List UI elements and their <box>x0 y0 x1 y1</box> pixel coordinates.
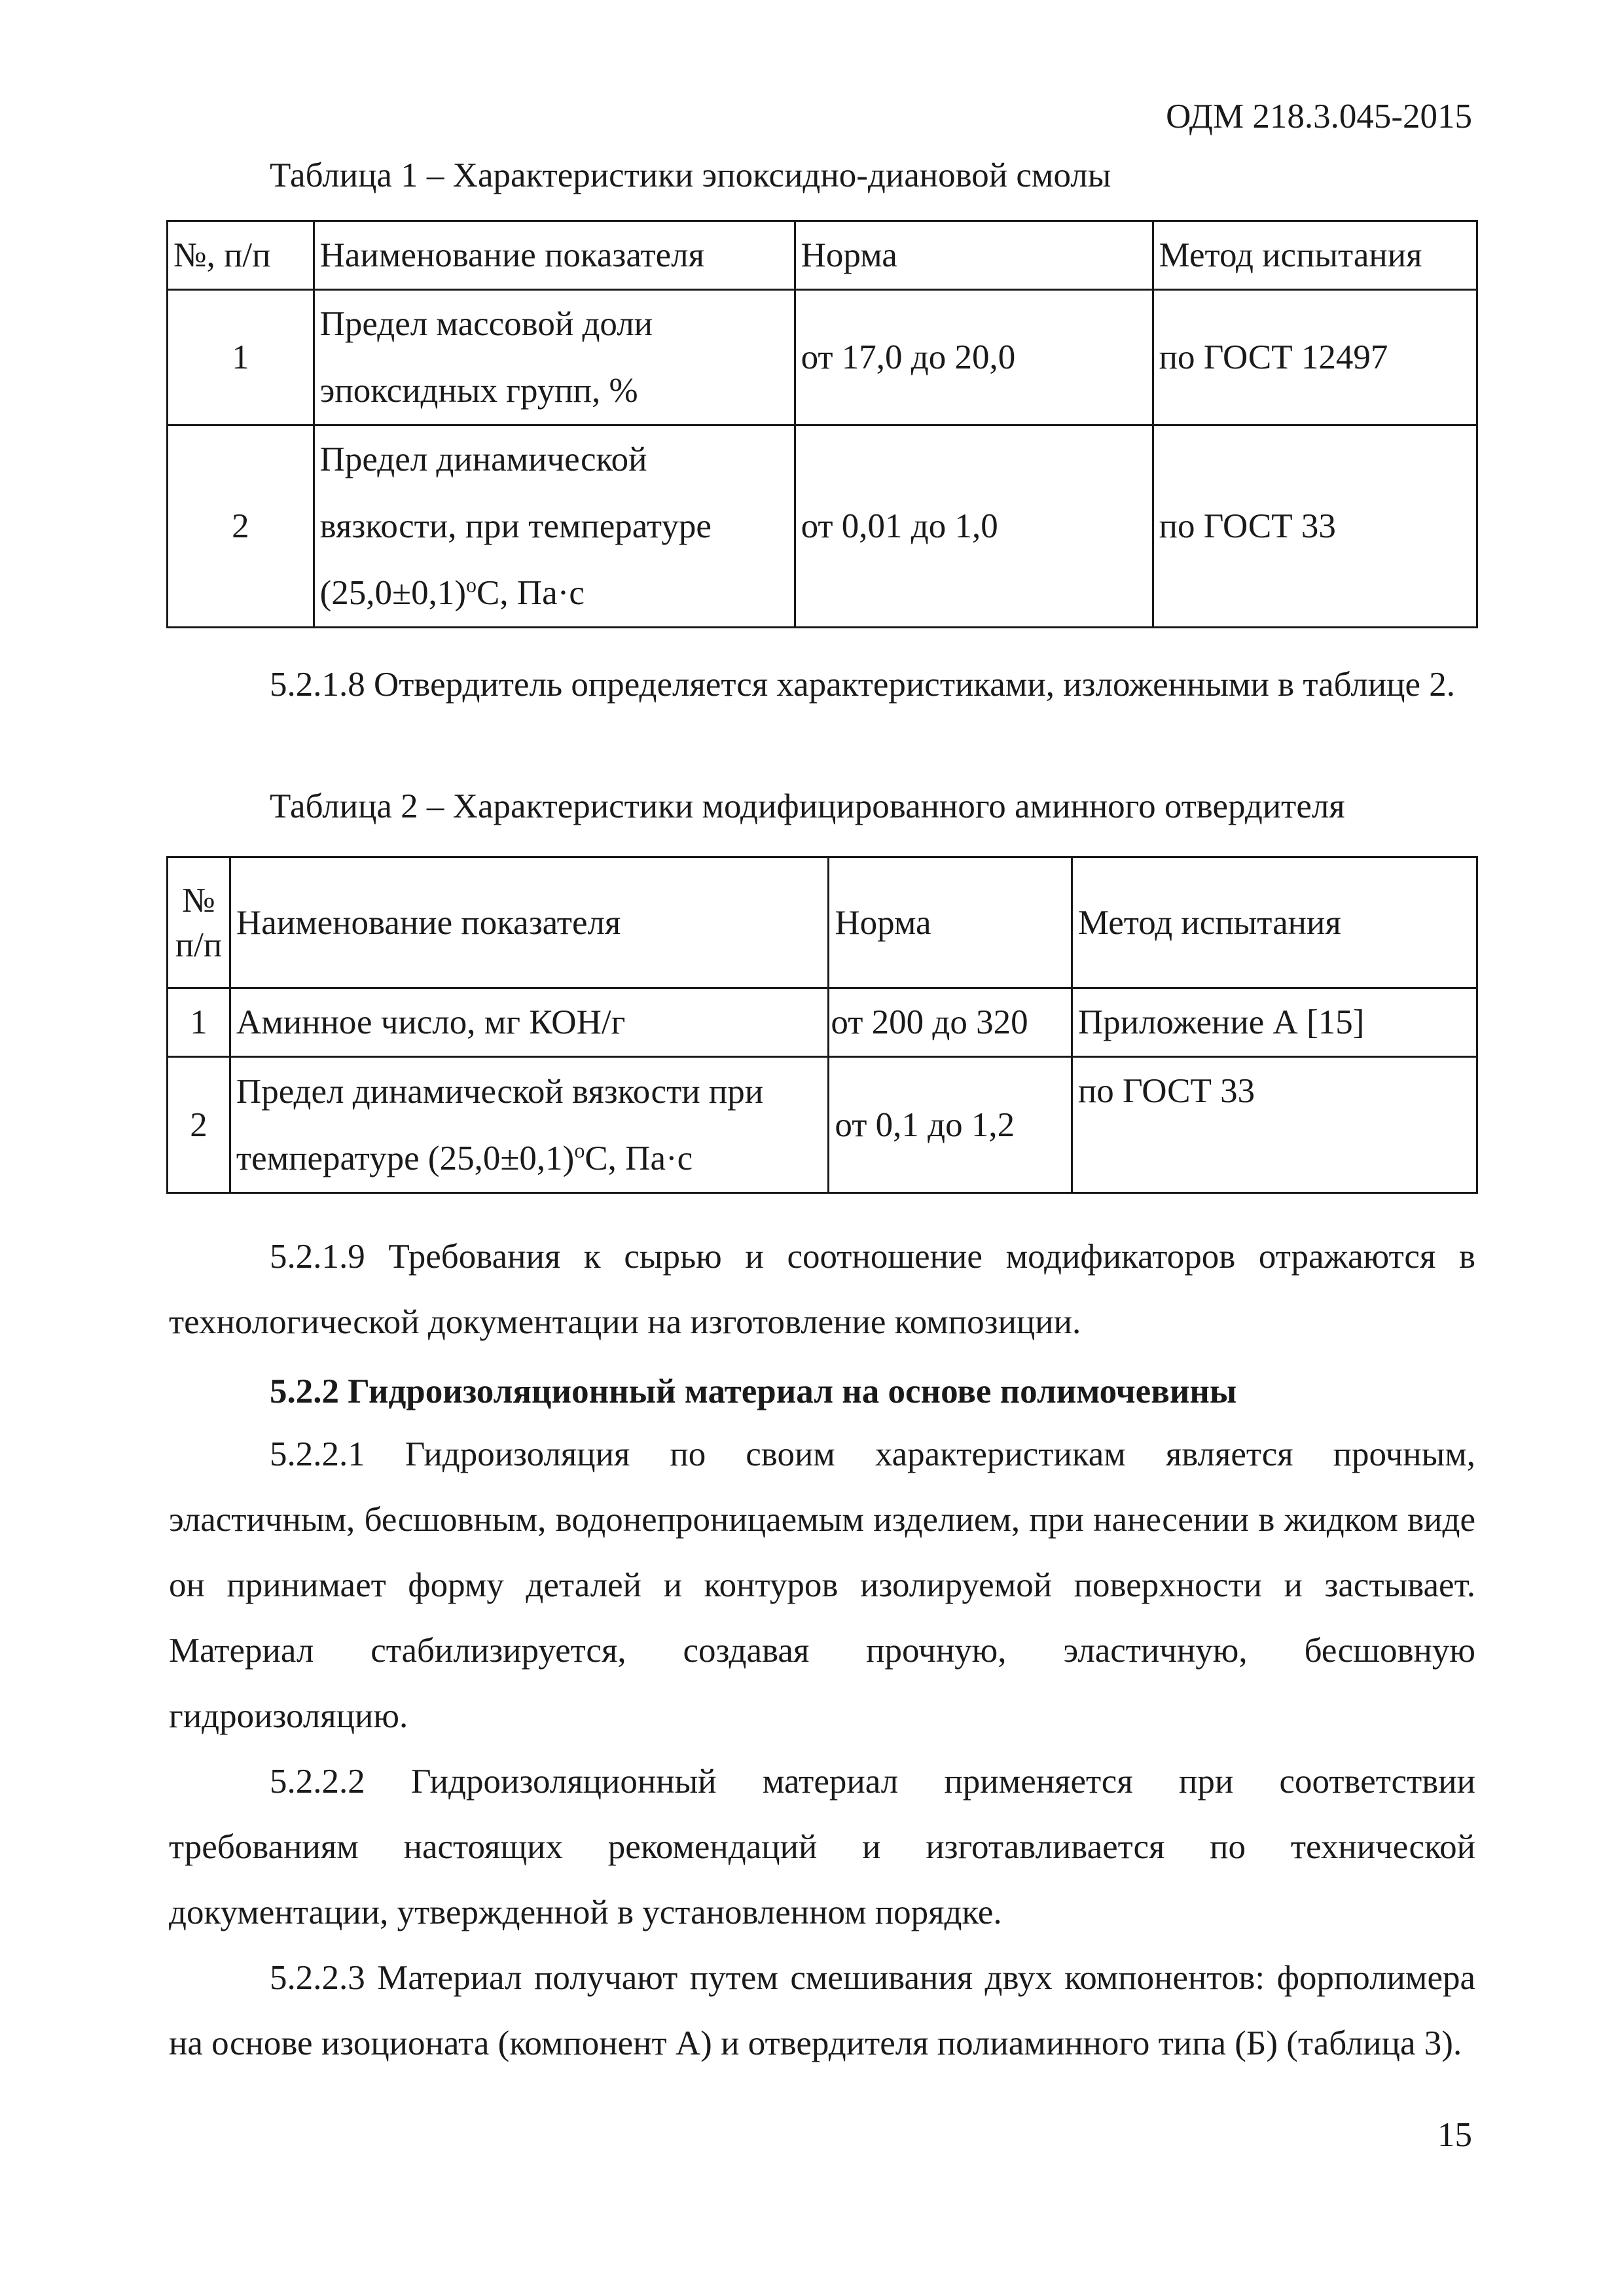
table2-header-method: Метод испытания <box>1072 857 1477 988</box>
table1-row2-norm: от 0,01 до 1,0 <box>795 425 1153 628</box>
table1-row2-name-line2: вязкости, при температуре <box>319 507 712 545</box>
table1 <box>166 220 1478 628</box>
table1-caption: Таблица 1 – Характеристики эпоксидно-диановой смолы <box>270 156 1111 194</box>
table1-header-norm: Норма <box>795 221 1153 290</box>
paragraph-5-2-2-1: 5.2.2.1 Гидроизоляция по своим характеристикам является прочным, эластичным, бесшовным, водонепроницаемым изделием, при нанесении в жидком виде он принимает форму деталей и контуров изолируемой поверхности и застывает. Материал стабилизируется, создавая прочную, эластичную, бесшовную гидроизоляцию. <box>169 1435 1475 1735</box>
table1-row2-temp: (25,0±0,1) <box>319 574 467 612</box>
table2-row1-method: Приложение А [15] <box>1072 988 1477 1057</box>
table1-row1-norm: от 17,0 до 20,0 <box>795 290 1153 425</box>
paragraph-5-2-1-8: 5.2.1.8 Отвердитель определяется характеристиками, изложенными в таблице 2. <box>270 666 1456 704</box>
paragraph-5-2-1-9: 5.2.1.9 Требования к сырью и соотношение модификаторов отражаются в технологической документации на изготовление композиции. <box>169 1238 1475 1341</box>
table-row <box>168 425 1477 628</box>
table2 <box>166 856 1478 1194</box>
table1-row1-name <box>314 290 795 425</box>
document-code: ОДМ 218.3.045-2015 <box>1166 98 1472 135</box>
table2-header-name: Наименование показателя <box>230 857 828 988</box>
table2-header-row <box>168 857 1477 988</box>
table2-row1-name: Аминное число, мг КОН/г <box>230 988 828 1057</box>
degree-mark: o <box>574 1138 585 1162</box>
table-row <box>168 1057 1477 1193</box>
table1-header-row <box>168 221 1477 290</box>
table1-row1-method: по ГОСТ 12497 <box>1153 290 1477 425</box>
table2-header-num-line1: № <box>182 881 215 920</box>
table2-row2-unit: C, Па·с <box>585 1139 693 1177</box>
table2-row2-name <box>230 1057 828 1193</box>
table2-caption: Таблица 2 – Характеристики модифицированного аминного отвердителя <box>270 787 1345 825</box>
table1-row2-name-line3 <box>320 560 789 626</box>
table-row <box>168 988 1477 1057</box>
table1-header-method: Метод испытания <box>1153 221 1477 290</box>
table2-row2-method: по ГОСТ 33 <box>1072 1057 1477 1193</box>
table2-row2-norm: от 0,1 до 1,2 <box>829 1057 1072 1193</box>
table2-row2-temp: температуре (25,0±0,1) <box>236 1139 575 1177</box>
table1-header-name: Наименование показателя <box>314 221 795 290</box>
table1-row1-name-line2: эпоксидных групп, % <box>319 372 638 410</box>
table1-row2-unit: C, Па·с <box>477 574 585 612</box>
table2-row2-name-line2 <box>236 1125 822 1192</box>
table1-row2-method: по ГОСТ 33 <box>1153 425 1477 628</box>
table2-row2-name-line1: Предел динамической вязкости при <box>236 1072 764 1111</box>
table2-header-num <box>168 857 230 988</box>
table1-row1-name-line1: Предел массовой доли <box>319 305 653 343</box>
degree-mark: o <box>466 573 477 597</box>
table1-row1-num: 1 <box>168 290 314 425</box>
table2-header-norm: Норма <box>829 857 1072 988</box>
table2-row1-num: 1 <box>168 988 230 1057</box>
section-heading-5-2-2: 5.2.2 Гидроизоляционный материал на основе полимочевины <box>270 1372 1237 1410</box>
page-number: 15 <box>1437 2116 1472 2154</box>
table1-row2-name <box>314 425 795 628</box>
table2-row2-num: 2 <box>168 1057 230 1193</box>
paragraph-5-2-2-3: 5.2.2.3 Материал получают путем смешивания двух компонентов: форполимера на основе изоционата (компонент А) и отвердителя полиаминного типа (Б) (таблица 3). <box>169 1959 1475 2062</box>
table-row <box>168 290 1477 425</box>
table2-header-num-line2: п/п <box>175 925 223 964</box>
table1-row2-num: 2 <box>168 425 314 628</box>
paragraph-5-2-2-2: 5.2.2.2 Гидроизоляционный материал применяется при соответствии требованиям настоящих рекомендаций и изготавливается по технической документации, утвержденной в установленном порядке. <box>169 1763 1475 1931</box>
table1-header-num: №, п/п <box>168 221 314 290</box>
table1-row2-name-line1: Предел динамической <box>319 440 647 478</box>
table2-row1-norm: от 200 до 320 <box>829 988 1072 1057</box>
